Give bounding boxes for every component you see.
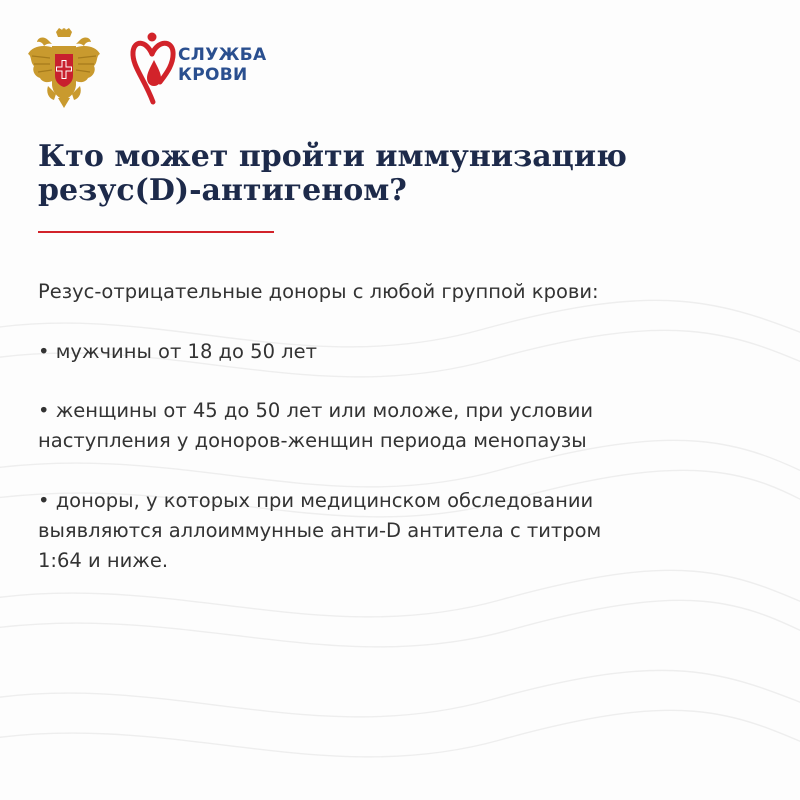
list-item-line: наступления у доноров-женщин периода менопаузы (38, 429, 587, 452)
russian-double-headed-eagle-icon (26, 28, 102, 110)
page-title (38, 140, 758, 208)
logo-line-1: СЛУЖБА (178, 45, 267, 65)
list-item (38, 337, 762, 367)
list-item-line: • мужчины от 18 до 50 лет (38, 340, 317, 363)
list-item-line: • доноры, у которых при медицинском обследовании (38, 489, 594, 512)
heart-drop-icon (130, 30, 176, 106)
logo-wordmark (178, 45, 266, 85)
logo-line-2: КРОВИ (178, 65, 248, 85)
list-item-line: выявляются аллоиммунные анти-D антитела с титром (38, 519, 602, 542)
list-item (38, 396, 762, 456)
title-line-2: резус(D)-антигеном? (38, 173, 407, 208)
title-divider (38, 231, 274, 233)
content-body (38, 277, 762, 572)
list-item (38, 486, 762, 576)
list-item-line: 1:64 и ниже. (38, 549, 169, 572)
blood-service-logo (130, 30, 280, 108)
title-line-1: Кто может пройти иммунизацию (38, 139, 627, 174)
list-item-line: • женщины от 45 до 50 лет или моложе, при условии (38, 399, 594, 422)
intro-text: Резус-отрицательные доноры с любой группой крови: (38, 280, 599, 303)
